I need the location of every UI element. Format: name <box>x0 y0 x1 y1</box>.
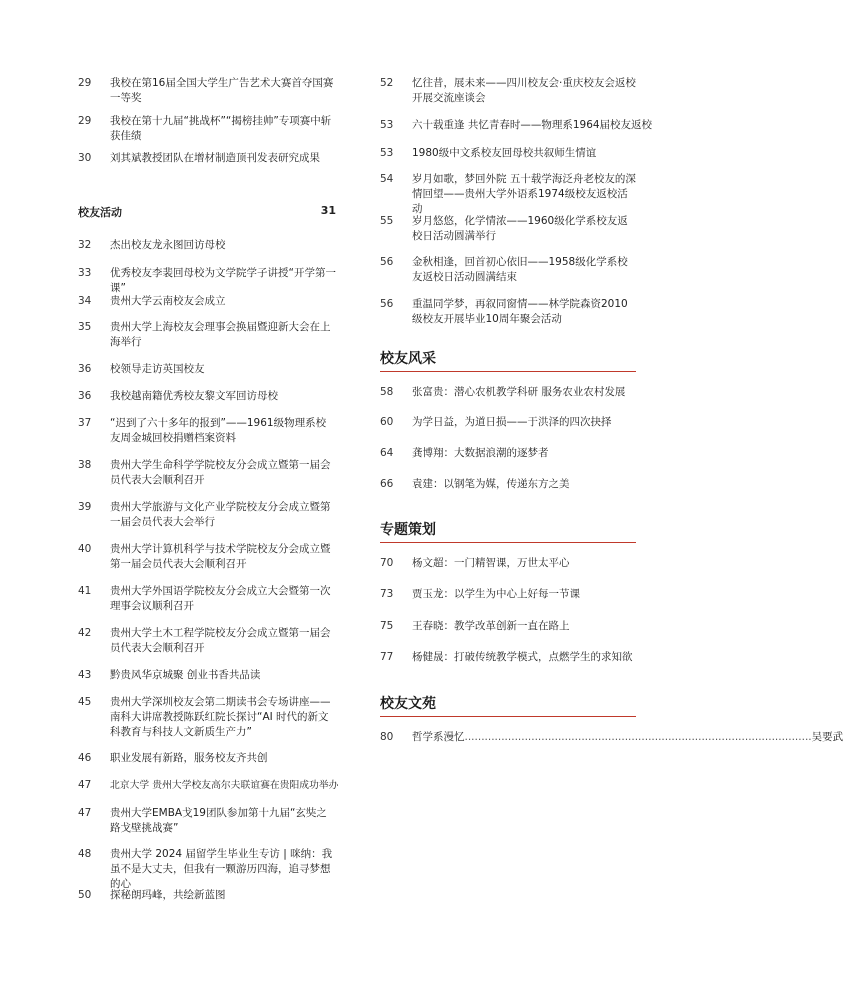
entry-title: 我校在第十九届“挑战杯”“揭榜挂帅”专项赛中斩获佳绩 <box>110 115 332 142</box>
entry-title: 1980级中文系校友回母校共叙师生情谊 <box>412 147 597 159</box>
section-divider <box>380 371 636 372</box>
toc-entry[interactable] <box>78 389 336 404</box>
section-page: 31 <box>320 204 336 217</box>
toc-entry[interactable] <box>380 214 636 244</box>
entry-title: 贵州大学EMBA戈19团队参加第十九届“玄奘之路戈壁挑战赛” <box>110 807 327 834</box>
toc-entry[interactable] <box>380 477 636 492</box>
entry-title: 为学日益，为道日损——于洪泽的四次抉择 <box>412 416 612 428</box>
entry-title: 忆往昔，展未来——四川校友会·重庆校友会返校开展交流座谈会 <box>412 77 636 104</box>
toc-entry[interactable] <box>78 114 336 144</box>
page-number: 56 <box>380 298 394 310</box>
page-number: 66 <box>380 478 394 490</box>
toc-entry[interactable] <box>78 542 336 572</box>
toc-entry[interactable] <box>380 118 653 133</box>
entry-title: 贵州大学 2024 届留学生毕业生专访 | 咪纳：我虽不是大丈夫，但我有一颗游历四海，追寻梦想的心 <box>110 848 333 890</box>
toc-entry[interactable] <box>78 778 339 793</box>
page-number: 80 <box>380 731 394 743</box>
entry-title: 岁月如歌，梦回外院 五十载学海泛舟老校友的深情回望——贵州大学外语系1974级校友返校活动 <box>412 173 636 215</box>
toc-entry[interactable] <box>380 76 636 106</box>
page-number: 36 <box>78 390 92 402</box>
entry-title: 金秋相逢，回首初心依旧——1958级化学系校友返校日活动圆满结束 <box>412 256 628 283</box>
page-number: 56 <box>380 256 394 268</box>
page-number: 46 <box>78 752 92 764</box>
toc-entry[interactable] <box>380 255 636 285</box>
entry-title: 我校越南籍优秀校友黎文军回访母校 <box>110 390 278 402</box>
page-number: 64 <box>380 447 394 459</box>
page-number: 42 <box>78 627 92 639</box>
page-number: 40 <box>78 543 92 555</box>
entry-title: 袁建：以钢笔为媒，传递东方之美 <box>412 478 570 490</box>
toc-entry[interactable] <box>78 362 336 377</box>
entry-title: 岁月悠悠，化学情浓——1960级化学系校友返校日活动圆满举行 <box>412 215 628 242</box>
toc-entry[interactable] <box>380 650 636 665</box>
section-heading-zhuanti-cehua[interactable] <box>380 519 636 543</box>
toc-entry[interactable] <box>78 847 336 892</box>
entry-title-with-leader <box>412 730 843 745</box>
toc-entry[interactable] <box>380 556 636 571</box>
page-number: 77 <box>380 651 394 663</box>
toc-entry[interactable] <box>380 385 636 400</box>
page-number: 53 <box>380 147 394 159</box>
page-number: 37 <box>78 417 92 429</box>
toc-entry[interactable] <box>78 458 336 488</box>
entry-title: 贵州大学生命科学学院校友分会成立暨第一届会员代表大会顺利召开 <box>110 459 331 486</box>
toc-entry[interactable] <box>78 668 336 683</box>
page-number: 43 <box>78 669 92 681</box>
entry-title: 王春晓：教学改革创新一直在路上 <box>412 620 570 632</box>
toc-entry[interactable] <box>380 146 636 161</box>
section-title: 专题策划 <box>380 522 436 538</box>
entry-title: 我校在第16届全国大学生广告艺术大赛首夺国赛一等奖 <box>110 77 334 104</box>
entry-title: 贵州大学外国语学院校友分会成立大会暨第一次理事会议顺利召开 <box>110 585 331 612</box>
page-number: 47 <box>78 779 92 791</box>
toc-entry[interactable] <box>78 584 336 614</box>
toc-entry[interactable] <box>78 76 336 106</box>
page-number: 73 <box>380 588 394 600</box>
page-number: 60 <box>380 416 394 428</box>
page-number: 45 <box>78 696 92 708</box>
entry-title: 贵州大学云南校友会成立 <box>110 295 226 307</box>
page-number: 29 <box>78 115 92 127</box>
toc-entry[interactable] <box>78 320 336 350</box>
toc-entry[interactable] <box>380 446 636 461</box>
entry-title: “迟到了六十多年的报到”——1961级物理系校友周金城回校捐赠档案资料 <box>110 417 327 444</box>
entry-title: 贵州大学深圳校友会第二期读书会专场讲座——南科大讲席教授陈跃红院长探讨“AI 时代的新文科教育与科技人文新质生产力” <box>110 696 331 738</box>
toc-entry[interactable] <box>78 266 336 296</box>
entry-title: 校领导走访英国校友 <box>110 363 205 375</box>
page-number: 54 <box>380 173 394 185</box>
toc-entry[interactable] <box>78 294 336 309</box>
entry-title: 黔贵风华京城聚 创业书香共品读 <box>110 669 261 681</box>
entry-title: 贵州大学上海校友会理事会换届暨迎新大会在上海举行 <box>110 321 331 348</box>
toc-entry[interactable] <box>78 888 336 903</box>
entry-title: 张富贵：潜心农机教学科研 服务农业农村发展 <box>412 386 626 398</box>
toc-entry[interactable] <box>78 626 336 656</box>
entry-title: 贵州大学旅游与文化产业学院校友分会成立暨第一届会员代表大会举行 <box>110 501 331 528</box>
entry-title: 刘其斌教授团队在增材制造顶刊发表研究成果 <box>110 152 320 164</box>
page-number: 41 <box>78 585 92 597</box>
page-number: 70 <box>380 557 394 569</box>
entry-title: 哲学系漫忆 <box>412 731 465 743</box>
toc-entry[interactable] <box>78 695 336 740</box>
entry-title: 重温同学梦，再叙同窗情——林学院森资2010级校友开展毕业10周年聚会活动 <box>412 298 628 325</box>
page-number: 48 <box>78 848 92 860</box>
page-number: 30 <box>78 152 92 164</box>
entry-title: 职业发展有新路，服务校友齐共创 <box>110 752 268 764</box>
toc-entry[interactable] <box>380 172 636 217</box>
dot-leader: ........................................................................................................ <box>464 731 812 743</box>
section-divider <box>380 716 636 717</box>
entry-title: 贵州大学计算机科学与技术学院校友分会成立暨第一届会员代表大会顺利召开 <box>110 543 331 570</box>
page-number: 58 <box>380 386 394 398</box>
page-number: 55 <box>380 215 394 227</box>
page-number: 75 <box>380 620 394 632</box>
page-number: 35 <box>78 321 92 333</box>
entry-title: 龚博翔：大数据浪潮的逐梦者 <box>412 447 549 459</box>
page-number: 34 <box>78 295 92 307</box>
section-title: 校友活动 <box>78 206 122 219</box>
page-number: 33 <box>78 267 92 279</box>
section-divider <box>380 542 636 543</box>
page-number: 53 <box>380 119 394 131</box>
page-number: 47 <box>78 807 92 819</box>
page-number: 29 <box>78 77 92 89</box>
entry-title: 贵州大学土木工程学院校友分会成立暨第一届会员代表大会顺利召开 <box>110 627 331 654</box>
page-number: 38 <box>78 459 92 471</box>
page-number: 36 <box>78 363 92 375</box>
entry-title: 六十载重逢 共忆青春时——物理系1964届校友返校 <box>412 119 653 131</box>
toc-entry[interactable] <box>78 806 336 836</box>
entry-author: 吴要武 <box>811 731 843 743</box>
entry-title: 杨文超：一门精智课，万世太平心 <box>412 557 570 569</box>
toc-entry[interactable] <box>380 619 636 634</box>
section-title: 校友文苑 <box>380 696 436 712</box>
page-number: 39 <box>78 501 92 513</box>
entry-title: 探秘朗玛峰，共绘新蓝图 <box>110 889 226 901</box>
section-title: 校友风采 <box>380 351 436 367</box>
entry-title: 北京大学 贵州大学校友高尔夫联谊赛在贵阳成功举办 <box>110 780 339 791</box>
toc-entry[interactable] <box>380 587 636 602</box>
entry-title: 杨健晟：打破传统教学模式，点燃学生的求知欲 <box>412 651 633 663</box>
toc-entry[interactable] <box>78 751 336 766</box>
page-number: 32 <box>78 239 92 251</box>
page-number: 50 <box>78 889 92 901</box>
section-heading-xiaoyou-huodong[interactable] <box>78 204 336 220</box>
section-heading-xiaoyou-wenyuan[interactable] <box>380 693 636 717</box>
entry-title: 贾玉龙：以学生为中心上好每一节课 <box>412 588 580 600</box>
toc-entry[interactable] <box>78 238 336 253</box>
toc-entry[interactable] <box>78 416 336 446</box>
entry-title: 杰出校友龙永图回访母校 <box>110 239 226 251</box>
toc-entry[interactable] <box>78 500 336 530</box>
page-number: 52 <box>380 77 394 89</box>
toc-entry[interactable] <box>380 297 636 327</box>
toc-entry[interactable] <box>380 415 636 430</box>
entry-title: 优秀校友李裴回母校为文学院学子讲授“开学第一课” <box>110 267 336 294</box>
toc-entry[interactable] <box>78 151 336 166</box>
section-heading-xiaoyou-fengcai[interactable] <box>380 348 636 372</box>
toc-entry[interactable] <box>380 730 843 745</box>
